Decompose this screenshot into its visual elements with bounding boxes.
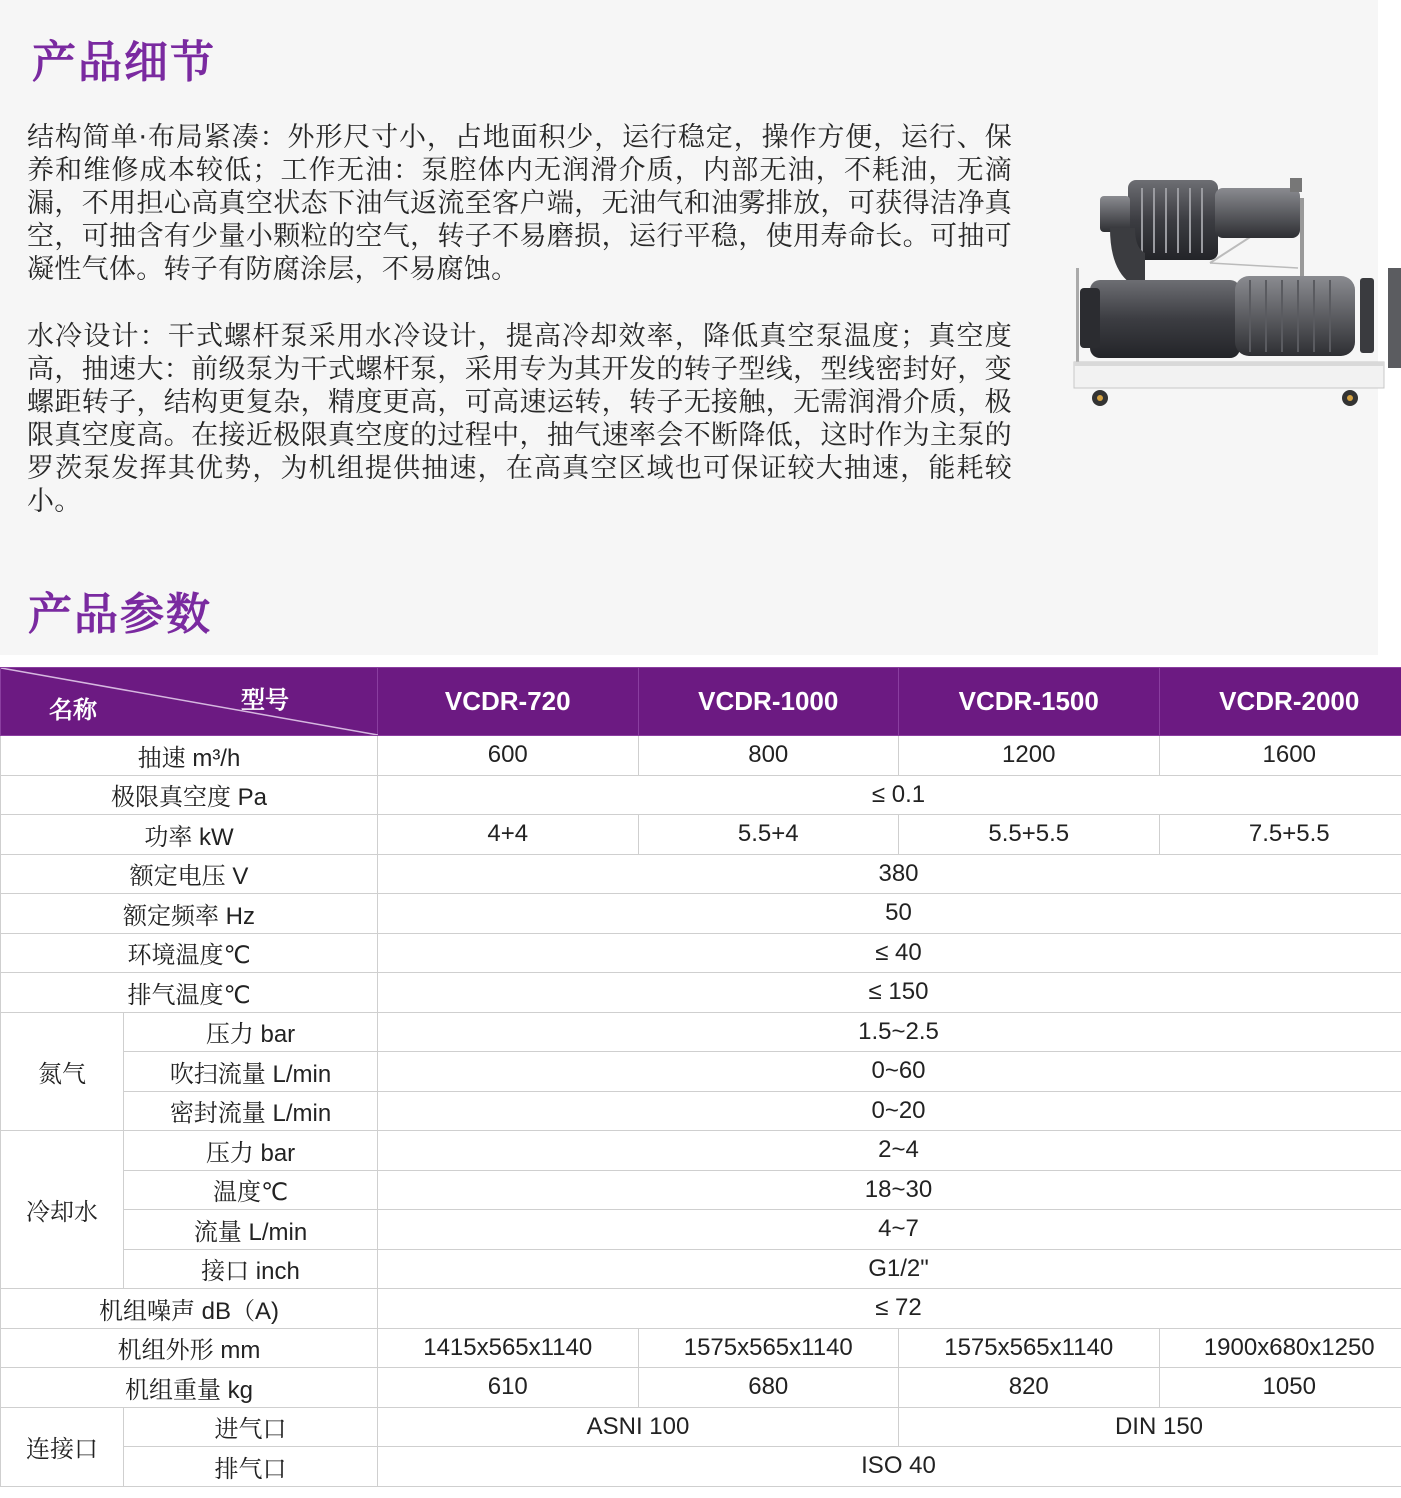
cell-value: 600	[378, 736, 639, 776]
section-title-detail: 产品细节	[32, 37, 216, 88]
cell-value: 50	[378, 894, 1401, 934]
table-row	[1, 1091, 1401, 1131]
table-row	[1, 854, 1401, 894]
row-label: 额定电压 V	[1, 854, 378, 894]
table-row	[1, 1012, 1401, 1052]
table-row	[1, 894, 1401, 934]
header-model: VCDR-1000	[638, 668, 899, 736]
row-label: 功率 kW	[1, 815, 378, 855]
header-model-label: 型号	[241, 687, 289, 714]
row-label: 极限真空度 Pa	[1, 775, 378, 815]
cell-value: ≤ 40	[378, 933, 1401, 973]
table-row	[1, 1328, 1401, 1368]
cell-value: 18~30	[378, 1170, 1401, 1210]
table-row	[1, 973, 1401, 1013]
cell-value: 1900x680x1250	[1159, 1328, 1401, 1368]
group-label-nitrogen: 氮气	[1, 1012, 124, 1131]
row-label: 进气口	[124, 1407, 378, 1447]
row-label: 机组外形 mm	[1, 1328, 378, 1368]
cell-value: 1575x565x1140	[899, 1328, 1160, 1368]
table-row	[1, 815, 1401, 855]
table-row	[1, 736, 1401, 776]
spec-table	[0, 667, 1401, 1487]
cell-value: 5.5+5.5	[899, 815, 1160, 855]
cell-value: 1575x565x1140	[638, 1328, 899, 1368]
table-row	[1, 1447, 1401, 1487]
cell-value: 1415x565x1140	[378, 1328, 639, 1368]
row-label: 抽速 m³/h	[1, 736, 378, 776]
table-row	[1, 775, 1401, 815]
cell-value: 680	[638, 1368, 899, 1408]
row-label: 流量 L/min	[124, 1210, 378, 1250]
row-label: 环境温度℃	[1, 933, 378, 973]
cell-value: 1200	[899, 736, 1160, 776]
cell-value: 1050	[1159, 1368, 1401, 1408]
table-header-row	[1, 668, 1401, 736]
cell-value: ≤ 150	[378, 973, 1401, 1013]
section-title-params: 产品参数	[28, 589, 212, 640]
row-label: 机组噪声 dB（A)	[1, 1289, 378, 1329]
header-model: VCDR-720	[378, 668, 639, 736]
group-label-cooling-water: 冷却水	[1, 1131, 124, 1289]
table-row	[1, 1052, 1401, 1092]
cell-value: 4+4	[378, 815, 639, 855]
cell-value: DIN 150	[899, 1407, 1401, 1447]
header-model: VCDR-1500	[899, 668, 1160, 736]
cell-value: 7.5+5.5	[1159, 815, 1401, 855]
cell-value: ≤ 72	[378, 1289, 1401, 1329]
row-label: 机组重量 kg	[1, 1368, 378, 1408]
table-row	[1, 1368, 1401, 1408]
cell-value: ISO 40	[378, 1447, 1401, 1487]
description-paragraph-1: 结构简单·布局紧凑：外形尺寸小，占地面积少，运行稳定，操作方便，运行、保养和维修成本较低；工作无油：泵腔体内无润滑介质，内部无油，不耗油，无滴漏，不用担心高真空状态下油气返流至客户端，无油气和油雾排放，可获得洁净真空，可抽含有少量小颗粒的空气，转子不易磨损，运行平稳，使用寿命长。可抽可凝性气体。转子有防腐涂层，不易腐蚀。	[27, 122, 1012, 285]
table-row	[1, 1407, 1401, 1447]
cell-value: 800	[638, 736, 899, 776]
table-row	[1, 1170, 1401, 1210]
table-row	[1, 1289, 1401, 1329]
cell-value: 820	[899, 1368, 1160, 1408]
group-label-connection: 连接口	[1, 1407, 124, 1486]
header-model: VCDR-2000	[1159, 668, 1401, 736]
table-row	[1, 1249, 1401, 1289]
cell-value: 380	[378, 854, 1401, 894]
diagonal-header-cell	[1, 668, 378, 736]
cell-value: ≤ 0.1	[378, 775, 1401, 815]
cell-value: 4~7	[378, 1210, 1401, 1250]
row-label: 吹扫流量 L/min	[124, 1052, 378, 1092]
row-label: 温度℃	[124, 1170, 378, 1210]
cell-value: 2~4	[378, 1131, 1401, 1171]
row-label: 额定频率 Hz	[1, 894, 378, 934]
row-label: 压力 bar	[124, 1131, 378, 1171]
cell-value: 1.5~2.5	[378, 1012, 1401, 1052]
row-label: 密封流量 L/min	[124, 1091, 378, 1131]
description-paragraph-2: 水冷设计：干式螺杆泵采用水冷设计，提高冷却效率，降低真空泵温度；真空度高，抽速大：前级泵为干式螺杆泵，采用专为其开发的转子型线，型线密封好，变螺距转子，结构更复杂，精度更高，可高速运转，转子无接触，无需润滑介质，极限真空度高。在接近极限真空度的过程中，抽气速率会不断降低，这时作为主泵的罗茨泵发挥其优势，为机组提供抽速，在高真空区域也可保证较大抽速，能耗较小。	[27, 321, 1012, 517]
cell-value: 5.5+4	[638, 815, 899, 855]
cell-value: 0~60	[378, 1052, 1401, 1092]
table-row	[1, 1210, 1401, 1250]
cell-value: 1600	[1159, 736, 1401, 776]
row-label: 排气温度℃	[1, 973, 378, 1013]
vacuum-pump-illustration	[1070, 168, 1401, 416]
cell-value: 610	[378, 1368, 639, 1408]
table-row	[1, 933, 1401, 973]
table-row	[1, 1131, 1401, 1171]
header-name-label: 名称	[49, 697, 97, 724]
row-label: 排气口	[124, 1447, 378, 1487]
cell-value: G1/2"	[378, 1249, 1401, 1289]
cell-value: ASNI 100	[378, 1407, 899, 1447]
row-label: 压力 bar	[124, 1012, 378, 1052]
row-label: 接口 inch	[124, 1249, 378, 1289]
cell-value: 0~20	[378, 1091, 1401, 1131]
